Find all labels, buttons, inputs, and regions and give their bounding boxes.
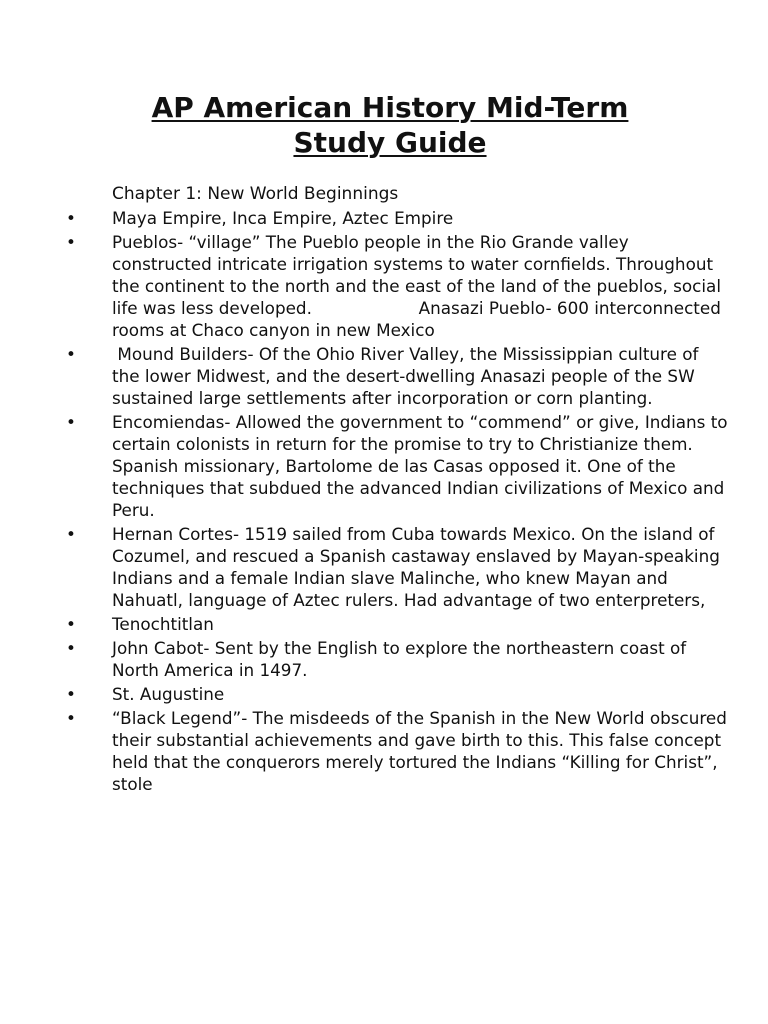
bullet-icon: • [66,232,76,252]
document-title [0,90,768,160]
list-item-text: Tenochtitlan [112,614,214,634]
list-item [0,231,768,341]
bullet-icon: • [66,208,76,228]
list-item [0,707,768,795]
list-item [0,207,768,229]
bullet-icon: • [66,524,76,544]
list-item-text: “Black Legend”- The misdeeds of the Spanish in the New World obscured their substantial achievements and gave birth to this. This false concept held that the conquerors merely tortured the Indians “Killing for Christ”, stole [112,708,733,794]
list-item-text: Encomiendas- Allowed the government to “commend” or give, Indians to certain colonists in return for the promise to try to Christianize them. Spanish missionary, Bartolome de las Casas opposed it. One of the techniques that subdued the advanced Indian civilizations of Mexico and Peru. [112,412,733,520]
list-item-text: Maya Empire, Inca Empire, Aztec Empire [112,208,454,228]
chapter-heading: Chapter 1: New World Beginnings [112,184,399,204]
list-item [0,343,768,409]
bullet-icon: • [66,638,76,658]
bullet-icon: • [66,708,76,728]
list-item-text: John Cabot- Sent by the English to explore the northeastern coast of North America in 1497. [112,638,692,680]
list-item-text: Mound Builders- Of the Ohio River Valley, the Mississippian culture of the lower Midwest, and the desert-dwelling Anasazi people of the SW sustained large settlements after incorporation or corn planting. [112,344,704,408]
bullet-icon: • [66,412,76,432]
list-item [0,523,768,611]
bullet-icon: • [66,684,76,704]
list-item [0,637,768,681]
list-item-text: St. Augustine [112,684,225,704]
title-line-2: Study Guide [293,126,487,159]
list-item [0,613,768,635]
bullet-icon: • [66,614,76,634]
list-item-text: Pueblos- “village” The Pueblo people in the Rio Grande valley constructed intricate irrigation systems to water cornfields. Throughout the continent to the north and the east of the land of the pueblos, social life was less developed. Anasazi Pueblo- 600 interconnected rooms at Chaco canyon in new Mexico [112,232,727,340]
list-item [0,683,768,705]
list-item-text: Hernan Cortes- 1519 sailed from Cuba towards Mexico. On the island of Cozumel, and rescued a Spanish castaway enslaved by Mayan-speaking Indians and a female Indian slave Malinche, who knew Mayan and Nahuatl, language of Aztec rulers. Had advantage of two enterpreters, [112,524,726,610]
bullet-icon: • [66,344,76,364]
title-line-1: AP American History Mid-Term [151,91,629,124]
list-item [0,411,768,521]
notes-list [0,207,768,797]
